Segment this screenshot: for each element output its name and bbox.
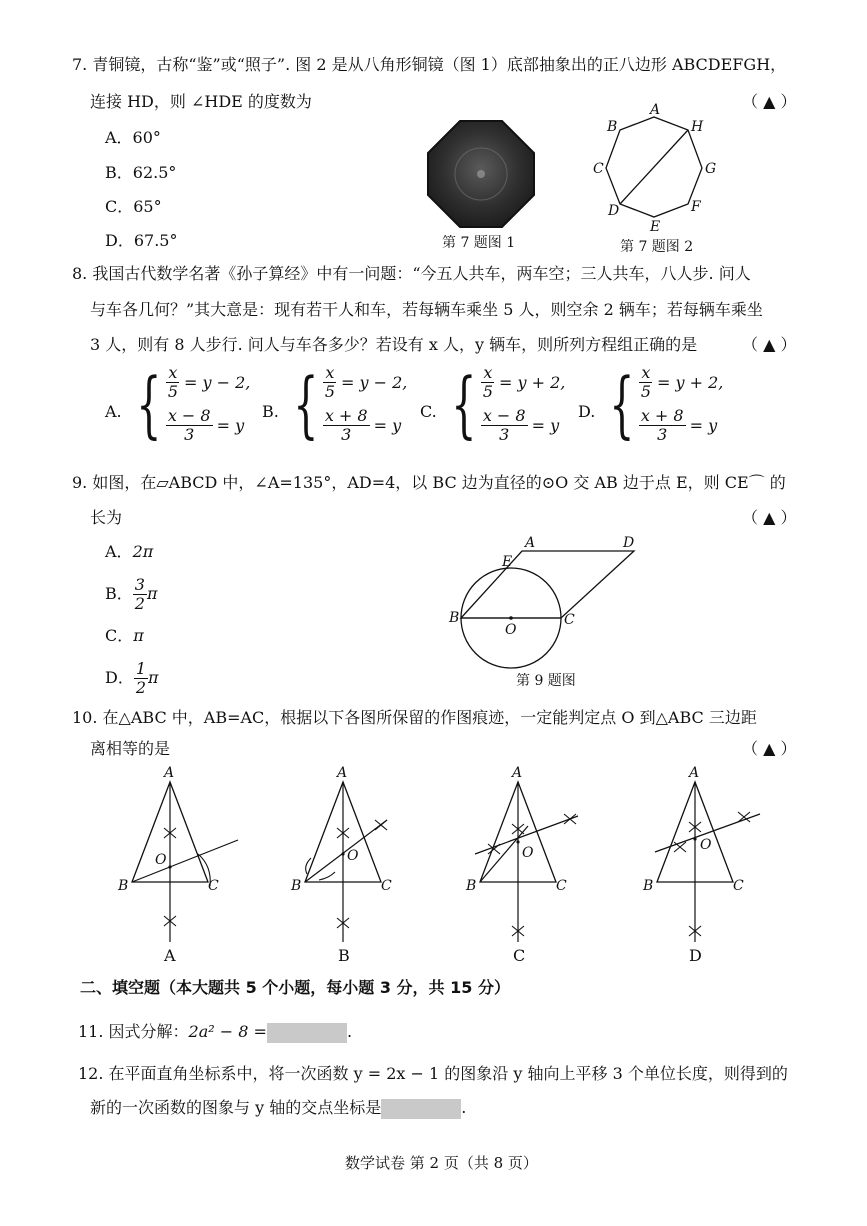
- section2-heading: 二、填空题（本大题共 5 个小题，每小题 3 分，共 15 分）: [80, 978, 510, 997]
- q9-label-b: B: [449, 610, 460, 626]
- page-footer: 数学试卷 第 2 页（共 8 页）: [345, 1154, 538, 1172]
- octagon-label-g: G: [705, 161, 717, 177]
- octagon-label-e: E: [650, 219, 661, 235]
- q10-answer-mark: （ ▲ ）: [742, 739, 797, 758]
- q10-line1: 10. 在△ABC 中，AB=AC，根据以下各图所保留的作图痕迹，一定能判定点 O 到△ABC 三边距: [72, 708, 757, 727]
- q10c-label-o: O: [522, 845, 534, 861]
- q10d-label-b: B: [643, 878, 654, 894]
- q9-label-a: A: [525, 535, 536, 551]
- q10a-label-a: A: [164, 765, 175, 781]
- q12-answer-blank[interactable]: [381, 1099, 461, 1119]
- q11-answer-blank[interactable]: [267, 1023, 347, 1043]
- q7-fig2-caption: 第 7 题图 2: [620, 239, 694, 255]
- q10-figure-c: [460, 762, 600, 967]
- q8-option-d-system: { $\frac{x}{5}$ = y + 2, $\frac{x + 8}{3}$ = y: [609, 362, 724, 446]
- q7-option-b: B．62.5°: [105, 163, 177, 182]
- octagon-label-c: C: [593, 161, 604, 177]
- octagon-label-a: A: [650, 102, 661, 118]
- q8-option-c-system: { $\frac{x}{5}$ = y + 2, $\frac{x - 8}{3}$ = y: [451, 362, 566, 446]
- q8-option-a-system: { $\frac{x}{5}$ = y − 2, $\frac{x - 8}{3}$ = y: [136, 362, 251, 446]
- q12-line1: 12. 在平面直角坐标系中，将一次函数 y = 2x − 1 的图象沿 y 轴向上平移 3 个单位长度，则得到的: [78, 1064, 788, 1083]
- q9-option-a: A．2π: [105, 542, 154, 561]
- q8-line3: 3 人，则有 8 人步行. 问人与车各多少？若设有 x 人，y 辆车，则所列方程组正确的是: [90, 335, 698, 354]
- q10a-label-c: C: [208, 878, 219, 894]
- q8-option-b-system: { $\frac{x}{5}$ = y − 2, $\frac{x + 8}{3}$ = y: [293, 362, 408, 446]
- q10b-label-o: O: [347, 848, 359, 864]
- q10-figure-d-letter: D: [689, 946, 702, 965]
- q12-line2: 新的一次函数的图象与 y 轴的交点坐标是 .: [90, 1098, 467, 1117]
- octagon-label-b: B: [607, 119, 618, 135]
- q9-label-d: D: [623, 535, 635, 551]
- q7-option-c: C．65°: [105, 197, 162, 216]
- q9-label-o: O: [505, 622, 517, 638]
- q9-option-c: C．π: [105, 626, 144, 645]
- q10c-label-c: C: [556, 878, 567, 894]
- q10-figure-a-letter: A: [164, 946, 176, 965]
- q7-fig1-caption: 第 7 题图 1: [442, 235, 516, 251]
- octagon-label-h: H: [691, 119, 704, 135]
- q9-option-b: B． $\frac{3}{2}$ π: [105, 575, 158, 613]
- parallelogram-circle-figure: [445, 530, 655, 675]
- q10a-label-o: O: [155, 852, 167, 868]
- q7-option-a: A．60°: [105, 128, 161, 147]
- q10d-label-o: O: [700, 837, 712, 853]
- q10-figure-b-letter: B: [338, 946, 350, 965]
- q10c-label-a: A: [512, 765, 523, 781]
- q10b-label-b: B: [291, 878, 302, 894]
- regular-octagon-figure: [590, 100, 720, 235]
- q7-line1: 7. 青铜镜，古称“鉴”或“照子”. 图 2 是从八角形铜镜（图 1）底部抽象出的正八边形 ABCDEFGH，: [72, 55, 787, 74]
- q10a-label-b: B: [118, 878, 129, 894]
- q9-line1: 9. 如图，在▱ABCD 中，∠A=135°，AD=4，以 BC 边为直径的⊙O 交 AB 边于点 E，则 CE⌒ 的: [72, 473, 786, 492]
- q9-answer-mark: （ ▲ ）: [742, 508, 797, 527]
- q10-figure-c-letter: C: [513, 946, 526, 965]
- q8-answer-mark: （ ▲ ）: [742, 335, 797, 354]
- q9-label-c: C: [564, 612, 575, 628]
- q10-line2: 离相等的是: [90, 739, 171, 758]
- q9-caption: 第 9 题图: [516, 673, 576, 689]
- q9-line2: 长为: [90, 508, 123, 527]
- bronze-mirror-photo: [425, 118, 537, 230]
- q10b-label-c: C: [381, 878, 392, 894]
- q10d-label-a: A: [689, 765, 700, 781]
- q10-figure-b: [285, 762, 425, 967]
- q8-option-b-label: B.: [262, 402, 279, 421]
- q8-option-a-label: A.: [105, 402, 122, 421]
- q9-option-d: D． $\frac{1}{2}$ π: [105, 659, 159, 697]
- q9-label-e: E: [502, 554, 513, 570]
- q8-line2: 与车各几何？”其大意是：现有若干人和车，若每辆车乘坐 5 人，则空余 2 辆车；若每辆车乘坐: [90, 300, 763, 319]
- q10-figure-a: [110, 762, 250, 967]
- q8-option-c-label: C.: [420, 402, 437, 421]
- q7-line2: 连接 HD，则 ∠HDE 的度数为: [90, 92, 312, 111]
- q11-line: 11. 因式分解：2a² − 8 = .: [78, 1022, 353, 1041]
- q8-option-d-label: D.: [578, 402, 596, 421]
- q10b-label-a: A: [337, 765, 348, 781]
- q10c-label-b: B: [466, 878, 477, 894]
- q10-figure-d: [640, 762, 780, 967]
- q7-answer-mark: （ ▲ ）: [742, 92, 797, 111]
- octagon-label-d: D: [608, 203, 620, 219]
- q10d-label-c: C: [733, 878, 744, 894]
- octagon-label-f: F: [691, 199, 701, 215]
- q8-line1: 8. 我国古代数学名著《孙子算经》中有一问题：“今五人共车，两车空；三人共车，八人步. 问人: [72, 264, 751, 283]
- q7-option-d: D．67.5°: [105, 231, 178, 250]
